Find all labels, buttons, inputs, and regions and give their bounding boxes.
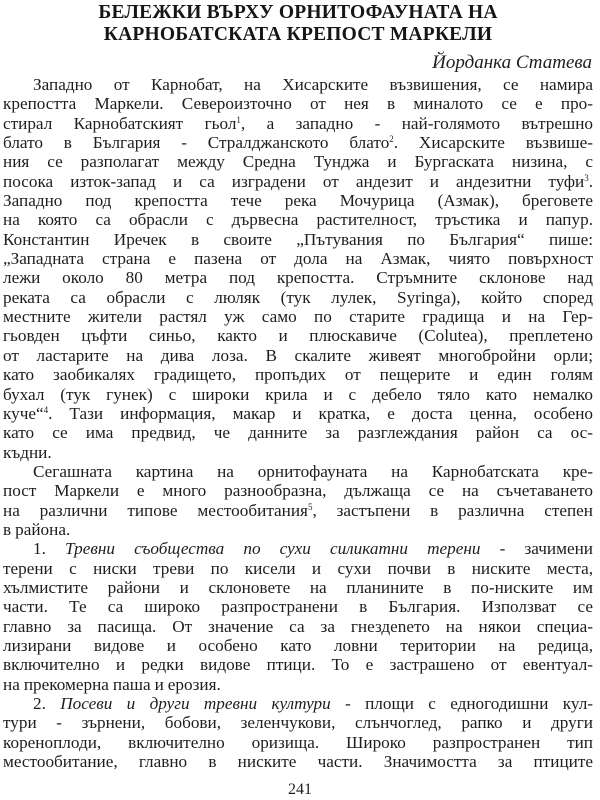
article-title <box>3 0 593 45</box>
paragraph-2 <box>3 462 593 539</box>
item-number: 1. <box>33 539 46 559</box>
text-line: като заобикалях градището, пропъдих от пещерите и един голям <box>3 365 593 385</box>
habitat-item-2 <box>3 694 593 771</box>
text-line: „Западната страна е пазена от дола на Азмак, чиято повърхност <box>3 249 593 269</box>
text-line: 2. Посеви и други тревни култури - площи с едногодишни кул- <box>33 694 593 713</box>
text-line: блато в България - Стралджанското блато$^2$. Хисарските възвише- <box>3 133 593 153</box>
text-line: 1. Тревни съобщества по сухи силикатни терени - зачимени <box>33 539 593 559</box>
text-line: включително и редки видове птици. То е застрашено от евентуал- <box>3 655 593 675</box>
footnote-ref: 5 <box>307 501 313 512</box>
article-body <box>3 75 593 771</box>
text-line: на различни типове местообитания$^5$, застъпени в различна степен <box>3 500 593 520</box>
text-line: къдни. <box>3 442 52 462</box>
text-line: Западно под крепостта тече река Мочурица (Азмак), бреговете <box>3 191 593 211</box>
habitat-heading: Посеви и други тревни култури <box>60 694 331 713</box>
title-line-2: КАРНОБАТСКАТА КРЕПОСТ МАРКЕЛИ <box>103 23 493 45</box>
text-line: от ластарите на дива лоза. В скалите живеят многобройни орли; <box>3 345 593 365</box>
author-name: Йорданка Статева <box>432 52 592 73</box>
text-line: лежи около 80 метра под крепостта. Стръмните склонове над <box>3 268 593 288</box>
text-line: Сегашната картина на орнитофауната на Карнобатската кре- <box>33 461 593 481</box>
text-line: в района. <box>3 519 71 539</box>
text-line: като се има предвид, че данните за разглеждания район са ос- <box>3 423 593 443</box>
text-line: местообитание, главно в ниските части. Значимостта за птиците <box>3 752 593 772</box>
text-line: на прекомерна паша и ерозия. <box>3 674 221 694</box>
habitat-item-1 <box>3 539 593 694</box>
text-line: стирал Карнобатският гьол$^1$, а западно - най-голямото вътрешно <box>3 113 594 133</box>
footnote-ref: 4 <box>43 404 49 415</box>
footnote-ref: 1 <box>236 114 241 125</box>
text-line: Константин Иречек в своите „Пътувания по България“ пише: <box>3 229 593 249</box>
paragraph-1 <box>3 75 593 462</box>
text-line: главно за пасища. От значение са за гнездenето на някои специа- <box>3 616 593 636</box>
text-line: на която са обрасли с дървесна растителност, тръстика и папур. <box>3 210 593 230</box>
text-line: лизирани видове и особено като ловни територии на редица, <box>3 635 593 655</box>
text-line: гьовден цъфти синьо, както и плюскавиче (Colutea), преплетено <box>3 326 593 346</box>
item-number: 2. <box>33 694 46 713</box>
text-line: Западно от Карнобат, на Хисарските възвишения, се намира <box>33 75 593 94</box>
text-line: хълмистите райони и склоновете на планините в по-ниските им <box>3 577 593 597</box>
text-line: посока изток-запад и са изградени от андезит и андезитни туфи$^3$. <box>3 171 593 191</box>
document-page <box>3 0 593 800</box>
text-line: куче“$^4$. Тази информация, макар и кратка, е доста ценна, особено <box>3 403 593 423</box>
text-line: реката са обрасли с люляк (тук лулек, Syringa), който според <box>3 287 593 307</box>
text-line: кореноплоди, включително оризища. Широко разпространен тип <box>3 732 593 752</box>
text-line: ния се разполагат между Средна Тунджа и Бургаската низина, с <box>3 152 593 172</box>
text-line: пост Маркели е много разнообразна, дължаща се на съчетаването <box>3 481 593 501</box>
text-line: бухал (тук гунек) с широки крила и с дебело тяло като немалко <box>3 384 593 404</box>
page-number: 241 <box>288 781 312 798</box>
footnote-ref: 2 <box>389 134 394 145</box>
footnote-ref: 3 <box>584 172 589 183</box>
text-line: крепостта Маркели. Североизточно от нея в миналото се е про- <box>3 94 593 114</box>
text-line: терени с ниски треви по кисели и сухи почви в ниските места, <box>3 558 593 578</box>
habitat-heading: Тревни съобщества по сухи силикатни терени <box>65 539 481 559</box>
text-line: тури - зърнени, бобови, зеленчукови, слънчоглед, рапко и други <box>3 713 593 733</box>
text-line: части. Те са широко разпространени в България. Използват се <box>3 597 593 617</box>
text-line: местните жители растял уж само по старите градища и на Гер- <box>3 307 593 327</box>
title-line-1: БЕЛЕЖКИ ВЪРХУ ОРНИТОФАУНАТА НА <box>98 2 498 23</box>
